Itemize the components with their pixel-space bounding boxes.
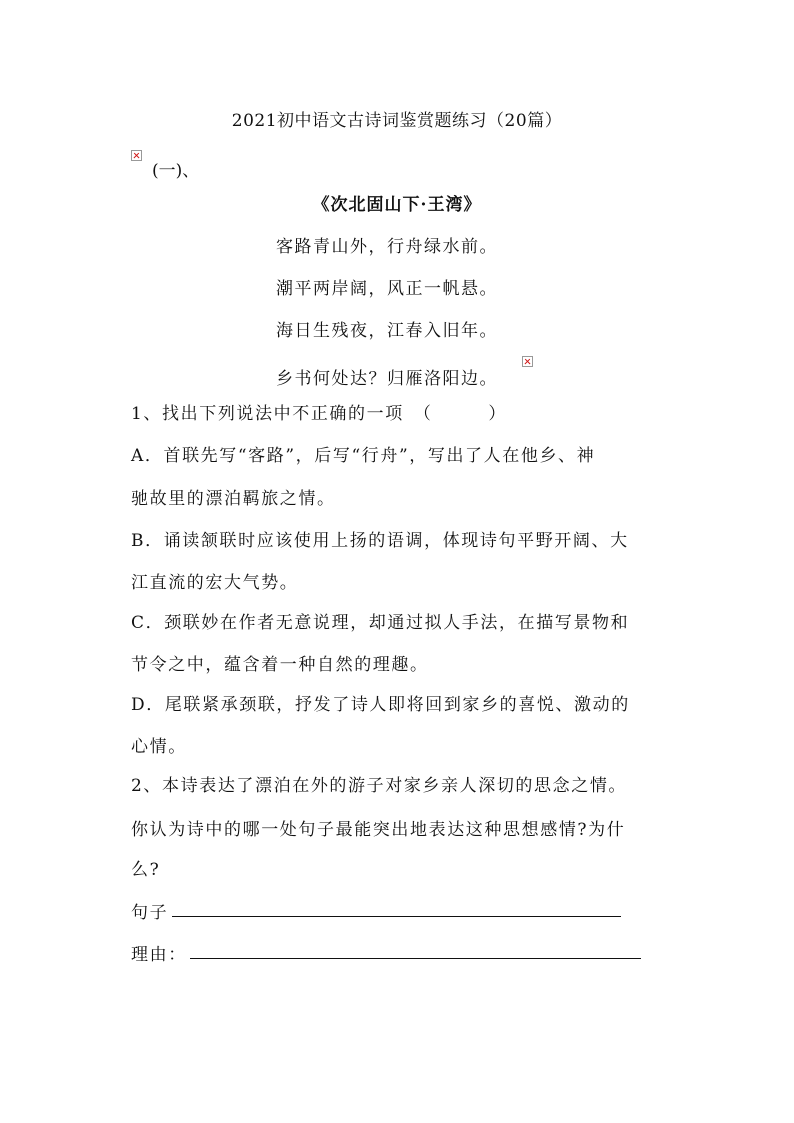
question-2-line-1: 2、本诗表达了漂泊在外的游子对家乡亲人深切的思念之情。 (131, 776, 628, 796)
option-d-line-2: 心情。 (131, 737, 187, 757)
sentence-answer-blank[interactable] (172, 916, 621, 917)
option-b-line-2: 江直流的宏大气势。 (131, 573, 299, 593)
option-a-line-1: A．首联先写“客路”，后写“行舟”，写出了人在他乡、神 (131, 446, 596, 466)
section-label: (一)、 (152, 161, 200, 181)
option-b-line-1: B．诵读颔联时应该使用上扬的语调，体现诗句平野开阔、大 (131, 531, 629, 551)
option-a-line-2: 驰故里的漂泊羁旅之情。 (131, 489, 336, 509)
reason-label: 理由： (131, 945, 187, 965)
question-1-prompt: 1、找出下列说法中不正确的一项 （ ） (131, 404, 507, 424)
poem-line: 海日生残夜，江春入旧年。 (276, 321, 498, 341)
option-d-line-1: D．尾联紧承颈联，抒发了诗人即将回到家乡的喜悦、激动的 (131, 695, 630, 715)
sentence-label: 句子 (131, 903, 169, 923)
question-2-line-3: 么? (131, 860, 161, 880)
broken-image-icon (522, 356, 533, 367)
question-2-line-2: 你认为诗中的哪一处句子最能突出地表达这种思想感情?为什 (131, 820, 626, 840)
document-title: 2021初中语文古诗词鉴赏题练习（20篇） (231, 111, 563, 131)
poem-title: 《次北固山下·王湾》 (312, 195, 482, 215)
poem-line: 乡书何处达？归雁洛阳边。 (276, 369, 498, 389)
poem-line: 潮平两岸阔，风正一帆悬。 (276, 279, 498, 299)
option-c-line-1: C．颈联妙在作者无意说理，却通过拟人手法，在描写景物和 (131, 613, 630, 633)
option-c-line-2: 节令之中，蕴含着一种自然的理趣。 (131, 655, 429, 675)
reason-answer-blank[interactable] (190, 958, 641, 959)
broken-image-icon (131, 150, 142, 161)
poem-line: 客路青山外，行舟绿水前。 (276, 237, 498, 257)
